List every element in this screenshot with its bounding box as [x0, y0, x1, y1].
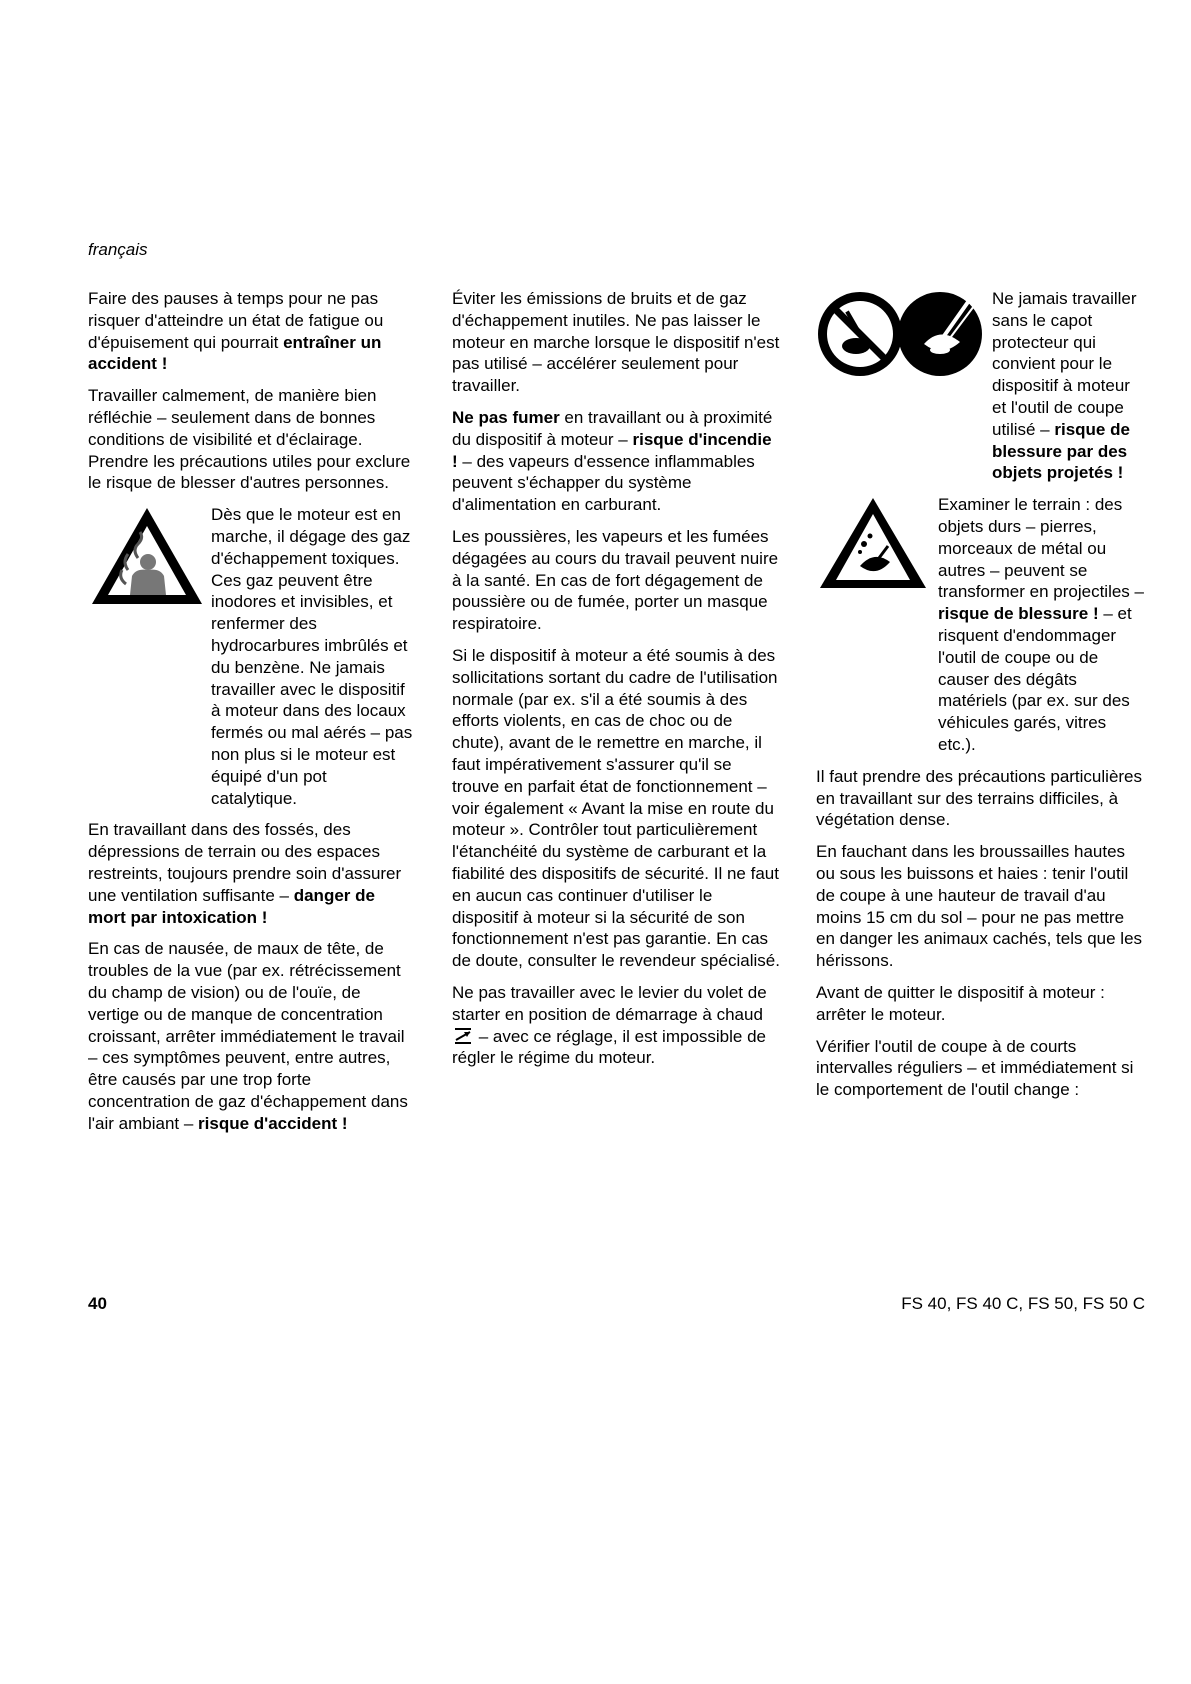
paragraph-difficult-terrain: Il faut prendre des précautions particulières en travaillant sur des terrains difficiles, à végétation dense.: [816, 766, 1143, 830]
thrown-objects-warning-icon: [816, 494, 934, 598]
paragraph-check-tool: Vérifier l'outil de coupe à de courts intervalles réguliers – et immédiatement si le comportement de l'outil change :: [816, 1036, 1134, 1100]
exhaust-warning-block: [88, 504, 414, 809]
debris-warning-text: Examiner le terrain : des objets durs – pierres, morceaux de métal ou autres – peuvent se transformer en projectiles – risque de blessure ! – et risquent d'endommager l'outil de coupe ou de causer des dégâts matériels (par ex. sur des véhicules garés, vitres etc.).: [938, 495, 1144, 754]
no-guard-prohibited-icon: [818, 292, 902, 376]
paragraph-emissions: Éviter les émissions de bruits et de gaz d'échappement inutiles. Ne pas laisser le moteur en marche lorsque le dispositif n'est pas utilisé – accélérer seulement pour travailler.: [452, 289, 780, 396]
exhaust-warning-text: Dès que le moteur est en marche, il dégage des gaz d'échappement toxiques. Ces gaz peuvent être inodores et invisibles, et renfermer des hydrocarbures imbrûlés et du benzène. Ne jamais travailler avec le dispositif à moteur dans des locaux fermés ou mal aérés – pas non plus si le moteur est équipé d'un pot catalytique.: [211, 505, 413, 808]
column-middle: [452, 288, 780, 1079]
guard-warning-text: Ne jamais travailler sans le capot protecteur qui convient pour le dispositif à moteur et l'outil de coupe utilisé – risque de blessure par des objets projetés !: [992, 289, 1137, 483]
page-number: 40: [88, 1294, 107, 1313]
paragraph-ventilation: En travaillant dans des fossés, des dépressions de terrain ou des espaces restreints, toujours prendre soin d'assurer une ventilation suffisante – danger de mort par intoxication !: [88, 820, 402, 927]
toxic-exhaust-warning-icon: [88, 504, 208, 616]
choke-warm-start-icon: [452, 1027, 474, 1045]
model-list: FS 40, FS 40 C, FS 50, FS 50 C: [901, 1294, 1145, 1313]
column-right: [816, 288, 1144, 1111]
paragraph-brush-cutting: En fauchant dans les broussailles hautes ou sous les buissons et haies : tenir l'outil de coupe à une hauteur de travail d'au moins 15 cm du sol – pour ne pas mettre en danger les animaux cachés, tels que les hérissons.: [816, 842, 1143, 971]
paragraph-damage-check: Si le dispositif à moteur a été soumis à des sollicitations sortant du cadre de l'utilisation normale (par ex. s'il a été soumis à des efforts violents, en cas de choc ou de chute), avant de le remettre en marche, il faut impérativement s'assurer qu'il se trouve en parfait état de fonctionnement – voir également « Avant la mise en route du moteur ». Contrôler tout particulièrement l'étanchéité du système de carburant et la fiabilité des dispositifs de sécurité. Il ne faut en aucun cas continuer d'utiliser le dispositif à moteur si la sécurité de son fonctionnement n'est pas garantie. En cas de doute, consulter le revendeur spécialisé.: [452, 645, 780, 971]
paragraph-choke: Ne pas travailler avec le levier du volet de starter en position de démarrage à chaud – avec ce réglage, il est impossible de régler le régime du moteur.: [452, 982, 767, 1068]
guard-pictogram: [816, 288, 984, 384]
language-label: français: [88, 240, 148, 259]
debris-warning-block: [816, 494, 1144, 756]
paragraph-calm-work: Travailler calmement, de manière bien réfléchie – seulement dans de bonnes conditions de visibilité et d'éclairage. Prendre les précautions utiles pour exclure le risque de blesser d'autres personnes.: [88, 386, 411, 493]
paragraph-pauses: Faire des pauses à temps pour ne pas risquer d'atteindre un état de fatigue ou d'épuisement qui pourrait entraîner un accident !: [88, 289, 384, 374]
paragraph-dust: Les poussières, les vapeurs et les fumées dégagées au cours du travail peuvent nuire à la santé. En cas de fort dégagement de poussière ou de fumée, porter un masque respiratoire.: [452, 526, 779, 634]
column-left: [88, 288, 414, 1144]
paragraph-symptoms: En cas de nausée, de maux de tête, de troubles de la vue (par ex. rétrécissement du champ de vision) ou de l'ouïe, de vertige ou de manque de concentration croissant, arrêter immédiatement le travail – ces symptômes peuvent, entre autres, être causés par une trop forte concentration de gaz d'échappement dans l'air ambiant – risque d'accident !: [88, 939, 408, 1133]
trimmer-with-guard-icon: [898, 292, 982, 376]
guard-warning-block: [816, 288, 1144, 484]
paragraph-no-smoking: Ne pas fumer en travaillant ou à proximité du dispositif à moteur – risque d'incendie ! – des vapeurs d'essence inflammables peuvent s'échapper du système d'alimentation en carburant.: [452, 407, 773, 515]
paragraph-leave-machine: Avant de quitter le dispositif à moteur : arrêter le moteur.: [816, 982, 1105, 1024]
